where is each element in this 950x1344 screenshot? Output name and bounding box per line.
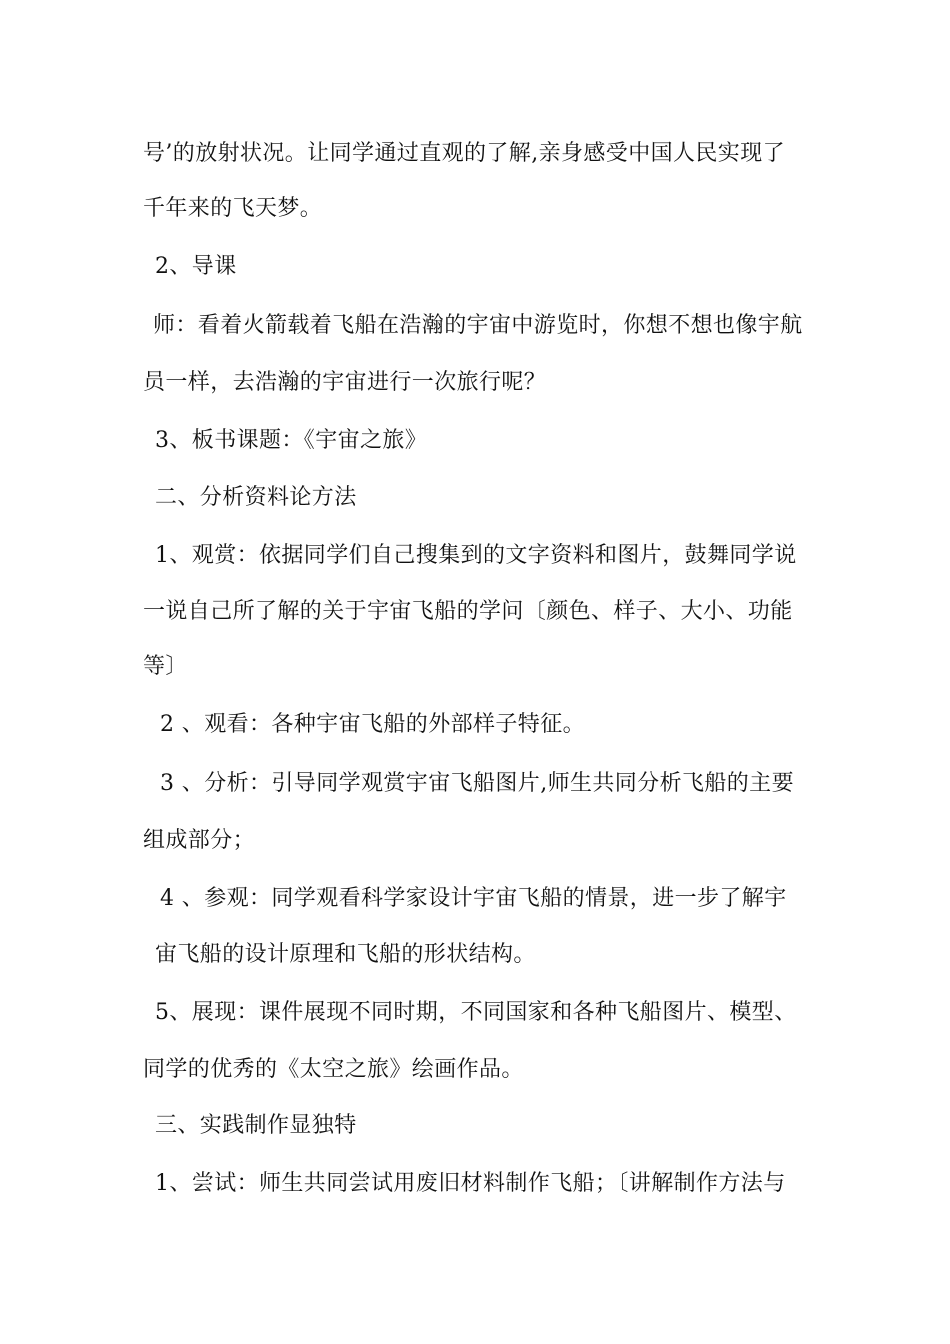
paragraph-line: 师：看着火箭载着飞船在浩瀚的宇宙中游览时，你想不想也像宇航 bbox=[153, 313, 803, 338]
section-heading: 3、板书课题：《宇宙之旅》 bbox=[155, 428, 428, 453]
paragraph-line: 1、观赏：依据同学们自己搜集到的文字资料和图片，鼓舞同学说 bbox=[155, 543, 797, 568]
paragraph-line: 1、尝试：师生共同尝试用废旧材料制作飞船；〔讲解制作方法与 bbox=[155, 1171, 786, 1196]
paragraph-line: 5、展现：课件展现不同时期，不同国家和各种飞船图片、模型、 bbox=[155, 1000, 797, 1025]
paragraph-line: 宙飞船的设计原理和飞船的形状结构。 bbox=[155, 942, 536, 967]
paragraph-line: 3 、分析：引导同学观赏宇宙飞船图片,师生共同分析飞船的主要 bbox=[160, 771, 794, 796]
section-heading: 二、分析资料论方法 bbox=[155, 485, 357, 510]
paragraph-line: 等〕 bbox=[143, 654, 188, 679]
paragraph-line: 号’的放射状况。让同学通过直观的了解,亲身感受中国人民实现了 bbox=[143, 141, 785, 166]
paragraph-line: 同学的优秀的《太空之旅》绘画作品。 bbox=[143, 1057, 524, 1082]
paragraph-line: 4 、参观：同学观看科学家设计宇宙飞船的情景，进一步了解宇 bbox=[160, 886, 787, 911]
paragraph-line: 2 、观看：各种宇宙飞船的外部样子特征。 bbox=[160, 712, 585, 737]
paragraph-line: 一说自己所了解的关于宇宙飞船的学问〔颜色、样子、大小、功能 bbox=[143, 599, 793, 624]
section-heading: 三、实践制作显独特 bbox=[155, 1113, 357, 1138]
section-heading: 2、导课 bbox=[155, 254, 237, 279]
paragraph-line: 员一样，去浩瀚的宇宙进行一次旅行呢？ bbox=[143, 370, 547, 395]
paragraph-line: 千年来的飞天梦。 bbox=[143, 196, 323, 221]
paragraph-line: 组成部分； bbox=[143, 828, 256, 853]
